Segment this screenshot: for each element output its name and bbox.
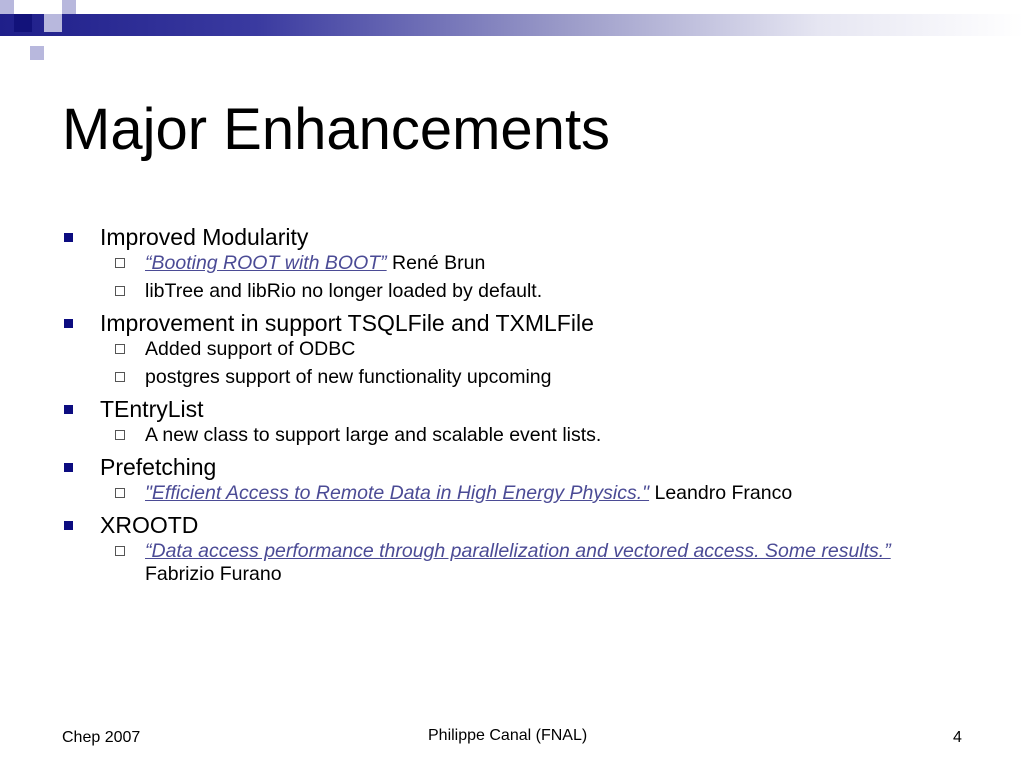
list-item	[62, 308, 962, 389]
header-square-light	[62, 0, 76, 14]
sub-bullet-text: postgres support of new functionality upcoming	[145, 366, 552, 388]
header-square-light	[0, 0, 14, 14]
slide-title: Major Enhancements	[62, 97, 611, 162]
data-access-performance-link[interactable]: “Data access performance through parallelization and vectored access. Some results.”	[145, 540, 891, 562]
list-item	[62, 510, 962, 586]
sub-bullet-item	[62, 338, 962, 361]
bullet-item	[62, 510, 962, 540]
sub-bullet-text: A new class to support large and scalable event lists.	[145, 424, 602, 446]
list-item	[62, 452, 962, 505]
sub-bullet-text: Leandro Franco	[649, 482, 793, 504]
header-square-light	[30, 46, 44, 60]
sub-bullet-item	[62, 280, 962, 303]
list-item	[62, 394, 962, 447]
hollow-square-bullet-icon	[115, 258, 125, 268]
bullet-item	[62, 222, 962, 252]
footer-author: Philippe Canal (FNAL)	[428, 727, 588, 744]
bullet-label: Prefetching	[100, 454, 217, 480]
footer-event: Chep 2007	[62, 729, 141, 746]
square-bullet-icon	[64, 405, 73, 414]
bullet-list	[62, 222, 962, 591]
header-square-navy	[14, 14, 32, 32]
sub-bullet-text: Added support of ODBC	[145, 338, 356, 360]
bullet-label: TEntryList	[100, 396, 204, 422]
sub-bullet-item	[62, 366, 962, 389]
hollow-square-bullet-icon	[115, 488, 125, 498]
slide-number: 4	[953, 729, 962, 746]
bullet-label: Improved Modularity	[100, 224, 309, 250]
list-item	[62, 222, 962, 303]
bullet-label: Improvement in support TSQLFile and TXMLFile	[100, 310, 594, 336]
hollow-square-bullet-icon	[115, 546, 125, 556]
sub-bullet-text: libTree and libRio no longer loaded by default.	[145, 280, 543, 302]
bullet-label: XROOTD	[100, 512, 199, 538]
sub-bullet-item	[62, 424, 962, 447]
sub-bullet-text: Fabrizio Furano	[145, 563, 282, 585]
booting-root-link[interactable]: “Booting ROOT with BOOT”	[145, 252, 387, 274]
sub-bullet-text: René Brun	[386, 252, 486, 274]
efficient-access-link[interactable]: "Efficient Access to Remote Data in High Energy Physics."	[145, 482, 650, 504]
header-square-light	[44, 14, 62, 32]
hollow-square-bullet-icon	[115, 372, 125, 382]
bullet-item	[62, 394, 962, 424]
sub-bullet-item	[62, 252, 962, 275]
header-gradient-band	[0, 14, 1024, 36]
sub-bullet-item	[62, 482, 962, 505]
hollow-square-bullet-icon	[115, 430, 125, 440]
hollow-square-bullet-icon	[115, 286, 125, 296]
bullet-item	[62, 308, 962, 338]
square-bullet-icon	[64, 463, 73, 472]
square-bullet-icon	[64, 319, 73, 328]
square-bullet-icon	[64, 521, 73, 530]
square-bullet-icon	[64, 233, 73, 242]
hollow-square-bullet-icon	[115, 344, 125, 354]
bullet-item	[62, 452, 962, 482]
sub-bullet-item	[62, 540, 962, 586]
